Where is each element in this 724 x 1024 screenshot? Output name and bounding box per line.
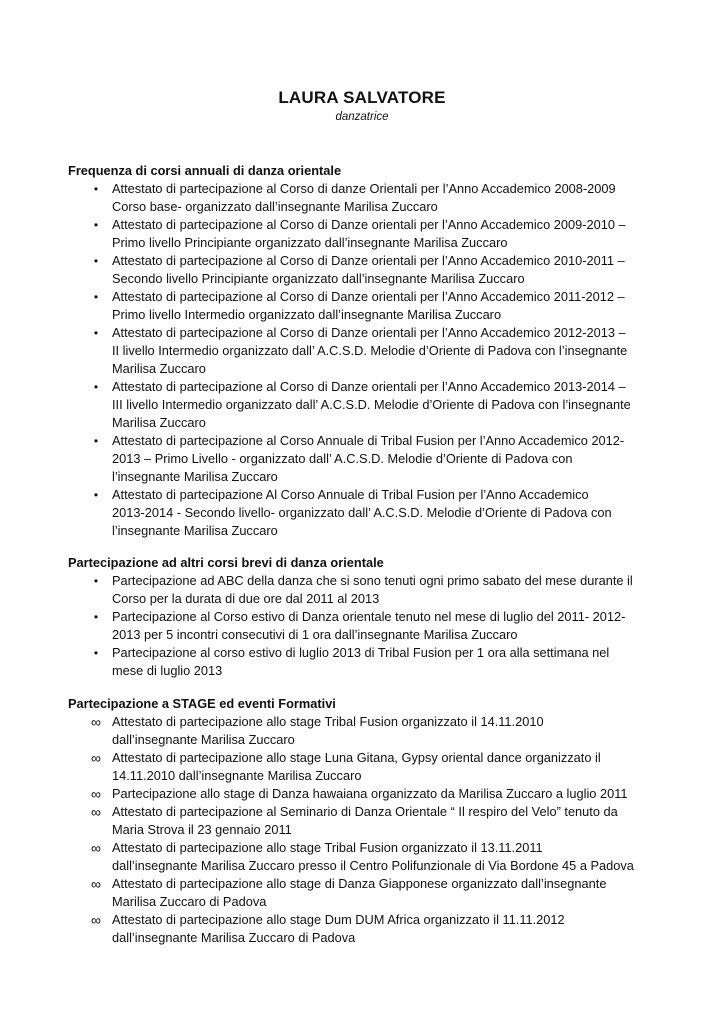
list-item — [68, 216, 668, 252]
item-line: 2013-2014 - Secondo livello- organizzato dall’ A.C.S.D. Melodie d’Oriente di Padova con — [112, 505, 612, 520]
item-line: l’insegnante Marilisa Zuccaro — [112, 469, 278, 484]
section-title: Partecipazione ad altri corsi brevi di danza orientale — [68, 555, 384, 570]
item-line: Attestato di partecipazione allo stage di Danza Giapponese organizzato dall’insegnante — [112, 876, 607, 891]
bullet-icon: • — [93, 218, 99, 232]
list-item — [68, 608, 668, 644]
item-list — [68, 572, 668, 680]
item-line: Secondo livello Principiante organizzato dall’insegnante Marilisa Zuccaro — [112, 271, 525, 286]
section-stages — [68, 695, 668, 947]
item-line: l’insegnante Marilisa Zuccaro — [112, 523, 278, 538]
bullet-icon: • — [93, 182, 99, 196]
item-line: Attestato di partecipazione allo stage Tribal Fusion organizzato il 14.11.2010 — [112, 714, 544, 729]
item-line: Corso per la durata di due ore dal 2011 al 2013 — [112, 591, 380, 606]
infinity-bullet-icon: ∞ — [91, 876, 101, 892]
infinity-bullet-icon: ∞ — [91, 912, 101, 928]
list-item — [68, 839, 668, 875]
list-item — [68, 875, 668, 911]
item-line: Attestato di partecipazione al Corso di Danze orientali per l’Anno Accademico 2010-2011 – — [112, 253, 625, 268]
list-item — [68, 180, 668, 216]
bullet-icon: • — [93, 574, 99, 588]
item-line: Attestato di partecipazione allo stage Tribal Fusion organizzato il 13.11.2011 — [112, 840, 543, 855]
list-item — [68, 378, 668, 432]
section-short-courses — [68, 554, 668, 680]
item-line: 2013 – Primo Livello - organizzato dall’ A.C.S.D. Melodie d’Oriente di Padova con — [112, 451, 573, 466]
item-line: Primo livello Intermedio organizzato dall’insegnante Marilisa Zuccaro — [112, 307, 502, 322]
infinity-bullet-icon: ∞ — [91, 840, 101, 856]
item-line: Attestato di partecipazione al Corso di danze Orientali per l’Anno Accademico 2008-2009 — [112, 181, 616, 196]
section-title: Frequenza di corsi annuali di danza orientale — [68, 163, 342, 178]
item-line: Attestato di partecipazione al Seminario di Danza Orientale “ Il respiro del Velo” tenuto da — [112, 804, 618, 819]
item-line: dall’insegnante Marilisa Zuccaro di Padova — [112, 930, 356, 945]
item-line: Attestato di partecipazione al Corso Annuale di Tribal Fusion per l’Anno Accademico 2012- — [112, 433, 625, 448]
bullet-icon: • — [93, 488, 99, 502]
infinity-bullet-icon: ∞ — [91, 786, 101, 802]
item-line: Partecipazione al Corso estivo di Danza orientale tenuto nel mese di luglio del 2011- 2012- — [112, 609, 626, 624]
list-item — [68, 572, 668, 608]
list-item — [68, 911, 668, 947]
item-line: Attestato di partecipazione al Corso di Danze orientali per l’Anno Accademico 2011-2012 – — [112, 289, 625, 304]
item-line: Corso base- organizzato dall’insegnante Marilisa Zuccaro — [112, 199, 438, 214]
item-line: III livello Intermedio organizzato dall’ A.C.S.D. Melodie d’Oriente di Padova con l’insegnante — [112, 397, 631, 412]
list-item — [68, 324, 668, 378]
bullet-icon: • — [93, 610, 99, 624]
infinity-bullet-icon: ∞ — [91, 750, 101, 766]
item-list — [68, 713, 668, 947]
list-item — [68, 803, 668, 839]
item-line: Attestato di partecipazione al Corso di Danze orientali per l’Anno Accademico 2012-2013 – — [112, 325, 626, 340]
bullet-icon: • — [93, 646, 99, 660]
bullet-icon: • — [93, 326, 99, 340]
bullet-icon: • — [93, 290, 99, 304]
bullet-icon: • — [93, 434, 99, 448]
list-item — [68, 288, 668, 324]
item-line: Partecipazione al corso estivo di luglio 2013 di Tribal Fusion per 1 ora alla settimana nel — [112, 645, 610, 660]
bullet-icon: • — [93, 380, 99, 394]
item-line: mese di luglio 2013 — [112, 663, 223, 678]
item-line: Partecipazione ad ABC della danza che si sono tenuti ogni primo sabato del mese durante il — [112, 573, 633, 588]
item-line: Marilisa Zuccaro di Padova — [112, 894, 267, 909]
item-line: Maria Strova il 23 gennaio 2011 — [112, 822, 292, 837]
item-line: 14.11.2010 dall’insegnante Marilisa Zuccaro — [112, 768, 362, 783]
item-line: Attestato di partecipazione allo stage Luna Gitana, Gypsy oriental dance organizzato il — [112, 750, 601, 765]
bullet-icon: • — [93, 254, 99, 268]
document-title: LAURA SALVATORE — [278, 88, 446, 107]
document-subtitle: danzatrice — [335, 111, 389, 123]
list-item — [68, 785, 668, 803]
list-item — [68, 713, 668, 749]
section-annual-courses — [68, 162, 668, 540]
section-title: Partecipazione a STAGE ed eventi Formativi — [68, 696, 336, 711]
item-line: II livello Intermedio organizzato dall’ A.C.S.D. Melodie d’Oriente di Padova con l’insegnante — [112, 343, 628, 358]
item-line: dall’insegnante Marilisa Zuccaro presso il Centro Polifunzionale di Via Bordone 45 a Padova — [112, 858, 634, 873]
list-item — [68, 432, 668, 486]
infinity-bullet-icon: ∞ — [91, 714, 101, 730]
item-line: Partecipazione allo stage di Danza hawaiana organizzato da Marilisa Zuccaro a luglio 2011 — [112, 786, 628, 801]
item-line: dall’insegnante Marilisa Zuccaro — [112, 732, 295, 747]
item-line: Marilisa Zuccaro — [112, 415, 206, 430]
list-item — [68, 486, 668, 540]
list-item — [68, 749, 668, 785]
infinity-bullet-icon: ∞ — [91, 804, 101, 820]
item-line: Attestato di partecipazione al Corso di Danze orientali per l’Anno Accademico 2013-2014 – — [112, 379, 626, 394]
list-item — [68, 252, 668, 288]
list-item — [68, 644, 668, 680]
item-line: Attestato di partecipazione Al Corso Annuale di Tribal Fusion per l’Anno Accademico — [112, 487, 589, 502]
item-line: 2013 per 5 incontri consecutivi di 1 ora dall’insegnante Marilisa Zuccaro — [112, 627, 518, 642]
item-list — [68, 180, 668, 540]
item-line: Marilisa Zuccaro — [112, 361, 206, 376]
item-line: Primo livello Principiante organizzato dall’insegnante Marilisa Zuccaro — [112, 235, 508, 250]
item-line: Attestato di partecipazione allo stage Dum DUM Africa organizzato il 11.11.2012 — [112, 912, 565, 927]
item-line: Attestato di partecipazione al Corso di Danze orientali per l’Anno Accademico 2009-2010 – — [112, 217, 626, 232]
